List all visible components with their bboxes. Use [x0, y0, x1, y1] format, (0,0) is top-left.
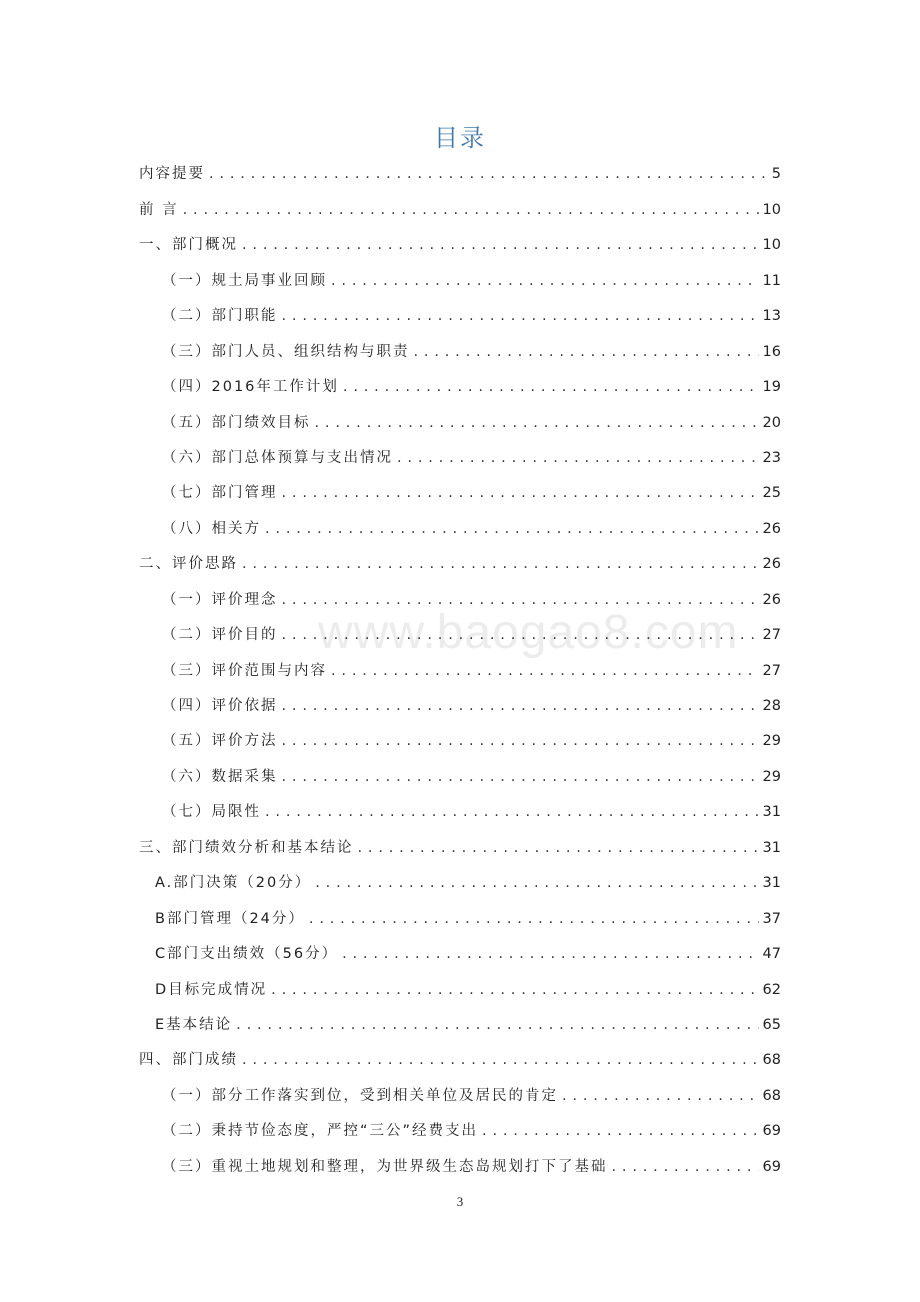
toc-entry-label: （三）重视土地规划和整理，为世界级生态岛规划打下了基础 [162, 1158, 608, 1175]
toc-entry-label: （四）评价依据 [162, 698, 278, 715]
toc-dot-leader [265, 805, 759, 820]
toc-entry-label: 一、部门概况 [139, 237, 238, 254]
toc-entry-page: 26 [762, 591, 781, 608]
toc-entry-page: 47 [762, 946, 781, 963]
toc-entry-page: 16 [762, 343, 781, 360]
toc-entry-label: C部门支出绩效（56分） [155, 946, 339, 963]
toc-dot-leader [265, 522, 759, 537]
toc-entry-label: （二）部门职能 [162, 308, 278, 325]
toc-dot-leader [271, 983, 758, 998]
toc-entry-label: （四）2016年工作计划 [162, 379, 339, 396]
page-number: 3 [456, 1194, 464, 1209]
toc-entry-page: 27 [762, 662, 781, 679]
toc-entry[interactable] [139, 689, 781, 724]
toc-entry[interactable] [139, 901, 781, 936]
toc-entry-page: 29 [762, 768, 781, 785]
toc-entry-label: （八）相关方 [162, 520, 261, 537]
toc-entry[interactable] [139, 334, 781, 369]
toc-entry[interactable] [139, 1008, 781, 1043]
toc-entry-label: A.部门决策（20分） [155, 875, 312, 892]
toc-entry[interactable] [139, 1043, 781, 1078]
toc-dot-leader [562, 1089, 759, 1104]
toc-entry[interactable] [139, 1114, 781, 1149]
toc-dot-leader [183, 203, 759, 218]
toc-entry-label: 二、评价思路 [139, 556, 238, 573]
toc-entry-page: 19 [762, 379, 781, 396]
toc-entry[interactable] [139, 157, 781, 192]
toc-entry-label: E基本结论 [155, 1016, 233, 1033]
toc-dot-leader [282, 770, 759, 785]
toc-dot-leader [282, 486, 759, 501]
toc-entry-page: 29 [762, 733, 781, 750]
toc-entry[interactable] [139, 299, 781, 334]
toc-dot-leader [414, 345, 759, 360]
toc-entry-page: 10 [762, 201, 781, 218]
toc-entry-page: 37 [762, 910, 781, 927]
toc-entry[interactable] [139, 228, 781, 263]
toc-dot-leader [315, 876, 758, 891]
toc-entry-page: 31 [762, 804, 781, 821]
toc-title: 目录 [434, 124, 486, 152]
toc-entry[interactable] [139, 405, 781, 440]
toc-entry-page: 5 [771, 166, 781, 183]
toc-entry[interactable] [139, 1149, 781, 1184]
toc-entry-page: 13 [762, 308, 781, 325]
toc-dot-leader [242, 557, 759, 572]
toc-dot-leader [358, 841, 759, 856]
watermark: www.baogao8.com [318, 606, 739, 659]
toc-entry-label: （五）部门绩效目标 [162, 414, 311, 431]
toc-dot-leader [282, 699, 759, 714]
toc-entry-label: 四、部门成绩 [139, 1052, 238, 1069]
toc-dot-leader [236, 1018, 758, 1033]
toc-entry-page: 62 [762, 981, 781, 998]
toc-entry[interactable] [139, 582, 781, 617]
toc-entry-label: （七）局限性 [162, 804, 261, 821]
toc-entry-label: （一）部分工作落实到位，受到相关单位及居民的肯定 [162, 1087, 558, 1104]
toc-entry-page: 68 [762, 1052, 781, 1069]
toc-entry-page: 10 [762, 237, 781, 254]
toc-entry[interactable] [139, 759, 781, 794]
toc-entry[interactable] [139, 830, 781, 865]
toc-dot-leader [242, 238, 759, 253]
toc-entry[interactable] [139, 441, 781, 476]
toc-entry-page: 26 [762, 556, 781, 573]
toc-entry-label: （二）评价目的 [162, 627, 278, 644]
toc-entry-page: 31 [762, 839, 781, 856]
toc-entry-page: 11 [762, 272, 781, 289]
toc-entry[interactable] [139, 370, 781, 405]
toc-entry-page: 27 [762, 627, 781, 644]
toc-dot-leader [343, 380, 759, 395]
toc-entry-page: 65 [762, 1016, 781, 1033]
toc-dot-leader [612, 1160, 759, 1175]
toc-entry-page: 31 [762, 875, 781, 892]
toc-entry-label: （六）部门总体预算与支出情况 [162, 449, 393, 466]
toc-dot-leader [397, 451, 759, 466]
toc-entry-page: 23 [762, 449, 781, 466]
toc-entry-label: 三、部门绩效分析和基本结论 [139, 839, 354, 856]
table-of-contents [139, 157, 781, 1185]
toc-entry-label: （六）数据采集 [162, 768, 278, 785]
toc-entry-page: 20 [762, 414, 781, 431]
toc-entry-label: （七）部门管理 [162, 485, 278, 502]
toc-entry[interactable] [139, 795, 781, 830]
toc-dot-leader [209, 167, 768, 182]
toc-entry[interactable] [139, 263, 781, 298]
toc-dot-leader [282, 593, 759, 608]
toc-entry-label: （一）评价理念 [162, 591, 278, 608]
toc-entry-label: （三）评价范围与内容 [162, 662, 327, 679]
toc-dot-leader [282, 309, 759, 324]
toc-dot-leader [315, 416, 759, 431]
toc-entry[interactable] [139, 724, 781, 759]
toc-dot-leader [331, 664, 759, 679]
toc-entry[interactable] [139, 192, 781, 227]
toc-dot-leader [482, 1124, 759, 1139]
toc-dot-leader [342, 947, 758, 962]
toc-entry-page: 25 [762, 485, 781, 502]
toc-entry-page: 68 [762, 1087, 781, 1104]
toc-entry[interactable] [139, 547, 781, 582]
toc-entry[interactable] [139, 866, 781, 901]
toc-entry[interactable] [139, 937, 781, 972]
toc-entry-label: B部门管理（24分） [155, 910, 305, 927]
toc-entry-label: 内容提要 [139, 166, 205, 183]
toc-entry-label: 前 言 [139, 201, 179, 218]
toc-entry-label: （一）规土局事业回顾 [162, 272, 327, 289]
toc-entry-label: （二）秉持节俭态度，严控“三公”经费支出 [162, 1123, 479, 1140]
toc-entry-page: 69 [762, 1158, 781, 1175]
toc-entry-page: 69 [762, 1123, 781, 1140]
toc-dot-leader [282, 628, 759, 643]
toc-entry-label: （五）评价方法 [162, 733, 278, 750]
toc-dot-leader [331, 274, 759, 289]
toc-entry[interactable] [139, 618, 781, 653]
toc-entry[interactable] [139, 511, 781, 546]
toc-dot-leader [242, 1053, 759, 1068]
toc-entry[interactable] [139, 1078, 781, 1113]
toc-entry-page: 26 [762, 520, 781, 537]
toc-dot-leader [282, 734, 759, 749]
toc-entry-page: 28 [762, 698, 781, 715]
toc-entry[interactable] [139, 653, 781, 688]
toc-entry-label: D目标完成情况 [155, 981, 268, 998]
toc-entry-label: （三）部门人员、组织结构与职责 [162, 343, 410, 360]
toc-entry[interactable] [139, 972, 781, 1007]
toc-entry[interactable] [139, 476, 781, 511]
toc-dot-leader [309, 912, 759, 927]
